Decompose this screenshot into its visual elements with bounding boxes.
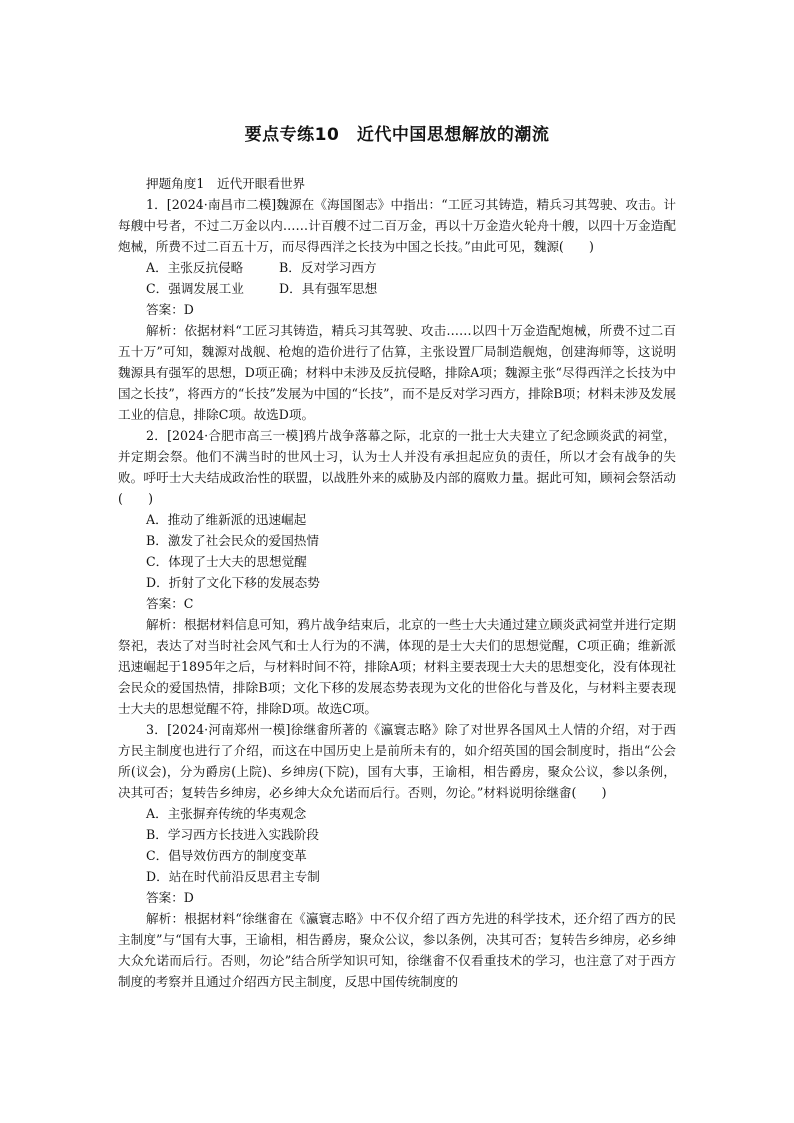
option-row xyxy=(118,278,676,299)
option-row xyxy=(118,257,676,278)
document-page xyxy=(118,120,676,992)
option-a: A．主张摒弃传统的华夷观念 xyxy=(146,806,307,821)
answer: 答案：D xyxy=(146,890,194,905)
option-a: A．推动了维新派的迅速崛起 xyxy=(146,512,307,527)
option-c: C．强调发展工业 xyxy=(146,281,244,296)
answer: 答案：C xyxy=(146,596,194,611)
option-b: B．反对学习西方 xyxy=(279,260,377,275)
option-d: D．具有强军思想 xyxy=(279,281,378,296)
question-3 xyxy=(118,719,676,992)
analysis: 解析：根据材料信息可知，鸦片战争结束后，北京的一些士大夫通过建立顾炎武祠堂并进行定期祭祀，表达了对当时社会风气和士人行为的不满，体现的是士大夫们的思想觉醒，C项正确；维新派迅速崛起于1895年之后，与材料时间不符，排除A项；材料主要表现士大夫的思想变化，没有体现社会民众的爱国热情，排除B项；文化下移的发展态势表现为文化的世俗化与普及化，与材料主要表现士大夫的思想觉醒不符，排除D项。故选C项。 xyxy=(118,617,676,716)
page-title: 要点专练10 近代中国思想解放的潮流 xyxy=(244,125,550,145)
question-stem: 3．[2024·河南郑州一模]徐继畬所著的《瀛寰志略》除了对世界各国风土人情的介绍，对于西方民主制度也进行了介绍，而这在中国历史上是前所未有的，如介绍英国的国会制度时，指出“公会所(议会)，分为爵房(上院)、乡绅房(下院)，国有大事，王谕相，相告爵房，聚众公议，参以条例，决其可否；复转告乡绅房，必乡绅大众允诺而后行。否则，勿论。”材料说明徐继畬( ) xyxy=(118,722,676,800)
analysis: 解析：依据材料“工匠习其铸造，精兵习其驾驶、攻击……以四十万金造配炮械，所费不过二百五十万”可知，魏源对战舰、枪炮的造价进行了估算，主张设置厂局制造舰炮，创建海师等，这说明魏源具有强军的思想，D项正确；材料中未涉及反抗侵略，排除A项；魏源主张“尽得西洋之长技为中国之长技”，将西方的“长技”发展为中国的“长技”，而不是反对学习西方，排除B项；材料未涉及发展工业的信息，排除C项。故选D项。 xyxy=(118,323,676,422)
question-stem: 2．[2024·合肥市高三一模]鸦片战争落幕之际，北京的一批士大夫建立了纪念顾炎武的祠堂，并定期会祭。他们不满当时的世风士习，认为士人并没有承担起应负的责任，所以才会有战争的失败。呼吁士大夫结成政治性的联盟，以战胜外来的威胁及内部的腐败力量。据此可知，顾祠会祭活动( ) xyxy=(118,428,676,506)
option-d: D．站在时代前沿反思君主专制 xyxy=(146,869,320,884)
option-a: A．主张反抗侵略 xyxy=(146,260,244,275)
section-heading: 押题角度1 近代开眼看世界 xyxy=(146,176,306,191)
option-c: C．体现了士大夫的思想觉醒 xyxy=(146,554,307,569)
analysis: 解析：根据材料“徐继畬在《瀛寰志略》中不仅介绍了西方先进的科学技术，还介绍了西方的民主制度”与“国有大事，王谕相，相告爵房，聚众公议，参以条例，决其可否；复转告乡绅房，必乡绅大众允诺而后行。否则，勿论”结合所学知识可知，徐继畬不仅看重技术的学习，也注意了对于西方制度的考察并且通过介绍西方民主制度，反思中国传统制度的 xyxy=(118,911,676,989)
option-d: D．折射了文化下移的发展态势 xyxy=(146,575,320,590)
option-b: B．学习西方长技进入实践阶段 xyxy=(146,827,319,842)
question-2 xyxy=(118,425,676,719)
answer: 答案：D xyxy=(146,302,194,317)
question-stem: 1．[2024·南昌市二模]魏源在《海国图志》中指出：“工匠习其铸造，精兵习其驾驶、攻击。计每艘中号者，不过二万金以内……计百艘不过二百万金，再以十万金造火轮舟十艘，以四十万金造配炮械，所费不过二百五十万，而尽得西洋之长技为中国之长技。”由此可见，魏源( ) xyxy=(118,197,676,254)
question-1 xyxy=(118,194,676,425)
option-c: C．倡导效仿西方的制度变革 xyxy=(146,848,307,863)
option-b: B．激发了社会民众的爱国热情 xyxy=(146,533,319,548)
